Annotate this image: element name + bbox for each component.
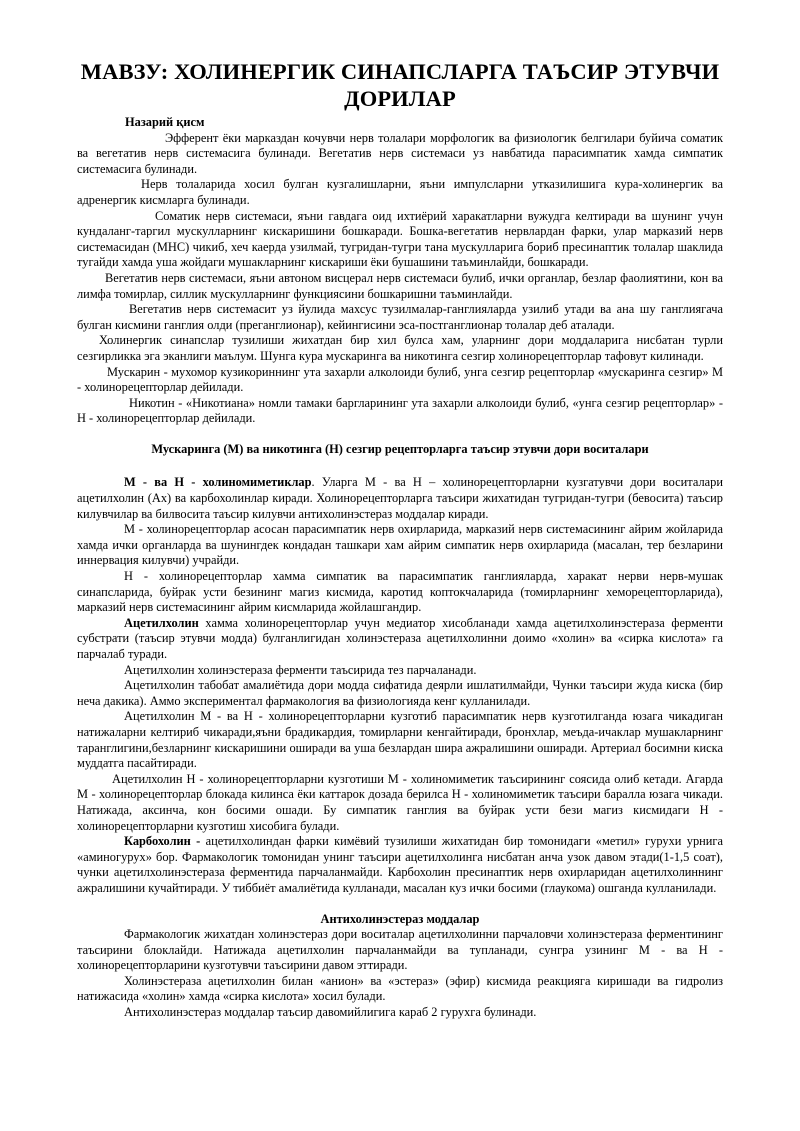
paragraph: Нерв толаларида хосил булган кузгалишларни, яъни импулсларни утказилишига кура-холинергик ва адренергик кисмларга булинади. (77, 177, 723, 207)
paragraph: Ацетилхолин холинэстераза ферменти таъсирида тез парчаланади. (124, 662, 477, 677)
paragraph: Холинэстераза ацетилхолин билан «анион» ва «эстераз» (эфир) кисмида реакцияга киришади ва гидролиз натижасида «холин» хамда «сирка кислота» хосил булади. (77, 973, 723, 1004)
paragraph-text: . Уларга М - ва Н – холинорецепторларни кузгатувчи дори воситалари ацетилхолин (Ах) ва карбохолинлар киради. Холинорецепторларга таъсири жихатидан тугридан-тугри (бевосита) таъсир килувчилар ва билвосита таъсир килувчи антихолинэстераз моддалар киради. (77, 475, 723, 521)
paragraph (77, 616, 723, 663)
paragraph: Ацетилхолин М - ва Н - холинорецепторларни кузготиб парасимпатик нерв кузготилганда юзага чикадиган натижаларни келтириб чикаради,яъни брадикардия, томирларни кенгайтиради, бронхлар, меъда-ичаклар мушакларнинг таранглигини,безларнинг кискаришини оширади ва уша безлардан шира ажралишини оширади. Артериал босимни киска муддатга пасайтиради. (77, 709, 723, 771)
paragraph: Вегетатив нерв системаси, яъни автоном висцерал нерв системаси булиб, ички органлар, безлар фаолиятини, кон ва лимфа томирлар, силлик мускулларнинг функциясини бошкаришни таъминлайди. (77, 270, 723, 301)
term-bold: Ацетилхолин (124, 615, 199, 630)
term-bold: Карбохолин - (124, 834, 201, 849)
paragraph: Мускарин - мухомор кузикориннинг ута захарли алколоиди булиб, унга сезгир рецепторлар «мускаринга сезгир» М - холинорецепторлар дейилади. (77, 364, 723, 395)
section-heading: Антихолинэстераз моддалар (320, 911, 480, 926)
section-heading: Мускаринга (М) ва никотинга (Н) сезгир рецепторларга таъсир этувчи дори воситалари (151, 441, 649, 456)
paragraph: Ацетилхолин Н - холинорецепторларни кузготиши М - холиномиметик таъсирининг сояcида олиб кетади. Агарда М - холинорецепторлар блокада килинса ёки каттарок дозада берилса Н - холиномиметик таъсири баралла юзага чикади. Натижада, аксинча, кон босими ошади. Бу симпатик ганглия ва буйрак усти бези магиз кисмидаги Н - холинорецепторларни кузготиш хисобига булади. (77, 771, 723, 833)
subtitle: Назарий қисм (125, 115, 205, 129)
paragraph (77, 834, 723, 896)
paragraph-text: хамма холинорецепторлар учун медиатор хисобланади хамда ацетилхолинэстераза ферменти субстрати (таъсир этувчи модда) булганлигидан холинэстераза ацетилхолинни доимо «холин» ва «сирка кислота» га парчалаб туради. (77, 615, 723, 661)
paragraph: Эфферент ёки марказдан кочувчи нерв толалари морфологик ва физиологик белгилари буйича соматик ва вегетатив нерв системасига булинади. Вегетатив нерв системаси уз навбатида парасимпатик хамда симпатик системасига булинади. (77, 130, 723, 176)
paragraph: Никотин - «Никотиана» номли тамаки баргларининг ута захарли алколоиди булиб, «унга сезгир рецепторлар» - Н - холинорецепторлар дейилади. (77, 395, 723, 426)
paragraph: Н - холинорецепторлар хамма симпатик ва парасимпатик ганглияларда, харакат нерви нерв-мушак синапсларида, буйрак усти безининг магиз кисмида, каротид коптокчаларида (томирларнинг хеморецепторларида), марказий нерв системасининг айрим кисмларида жойлашгандир. (77, 569, 723, 615)
page-title: МАВЗУ: ХОЛИНЕРГИК СИНАПСЛАРГА ТАЪСИР ЭТУВЧИ ДОРИЛАР (80, 59, 720, 111)
paragraph: Холинергик синапслар тузилиши жихатдан бир хил булса хам, уларнинг дори моддаларига нисбатан турли сезгирликка эга эканлиги маълум. Шунга кура мускаринга ва никотинга сезгир холинорецепторлар тафовут килинади. (77, 333, 723, 363)
paragraph: Вегетатив нерв системасит уз йулида махсус тузилмалар-ганглияларда узилиб утади ва ана шу ганглиягача булган кисмини ганглия олди (преганглионар), кейингисини эса-постганглионар толалар деб аталади. (77, 302, 723, 332)
paragraph-text: ацетилхолиндан фарки кимёвий тузилиши жихатидан бир томонидаги «метил» гурухи урнига «аминогурух» бор. Фармакологик томонидан унинг таъсири ацетилхолинга нисбатан анча узок давом этади(1-1,5 соат), чунки ацетилхолинэстераза ферментида парчаланмайди. Карбохолин пресинаптик нерв охирларидан ацетилхолиннинг ажралишини кучайтиради. У тиббиёт амалиётида кулланади, масалан куз ички босими (глаукома) ошганда кулланилади. (77, 834, 723, 895)
document-page (77, 0, 723, 1021)
term-bold: М - ва Н - холиномиметиклар (124, 475, 312, 490)
paragraph: Фармакологик жихатдан холинэстераз дори воситалар ацетилхолинни парчаловчи холинэстераза ферментининг таъсирини блоклайди. Натижада ацетилхолин парчаланмайди ва тупланади, сунгра узининг М - ва Н - холинорецепторларини кузготувчи таъсирини давом эттиради. (77, 927, 723, 973)
paragraph: Соматик нерв системаси, яъни гавдага оид ихтиёрий харакатларни вужудга келтиради ва шунинг учун кундаланг-таргил мускулларнинг кискаришини бошкаради. Бошка-вегетатив нервлардан фарки, улар марказий нерв системасидан (МНС) чикиб, хеч каерда узилмай, тугридан-тугри тана мускулларига бориб пресинаптик толалар шаклида тугайди хамда уша жойдаги мушакларнинг кискариши ёки бушашини таъминлайди, бошкаради. (77, 208, 723, 270)
paragraph: Ацетилхолин табобат амалиётида дори модда сифатида деярли ишлатилмайди, Чунки таъсири жуда киска (бир неча дакика). Аммо экспериментал фармакология ва физиологияда кенг кулланилади. (77, 678, 723, 708)
paragraph: М - холинорецепторлар асосан парасимпатик нерв охирларида, марказий нерв системасининг айрим жойларида хамда ички органларда ва шунингдек кондадан ташкари хам айрим симпатик нерв охирларида (масалан, тер безларини иннервация килувчи) учрайди. (77, 522, 723, 568)
paragraph (77, 475, 723, 522)
paragraph: Антихолинэстераз моддалар таъсир давомийлигига караб 2 гурухга булинади. (124, 1005, 537, 1020)
